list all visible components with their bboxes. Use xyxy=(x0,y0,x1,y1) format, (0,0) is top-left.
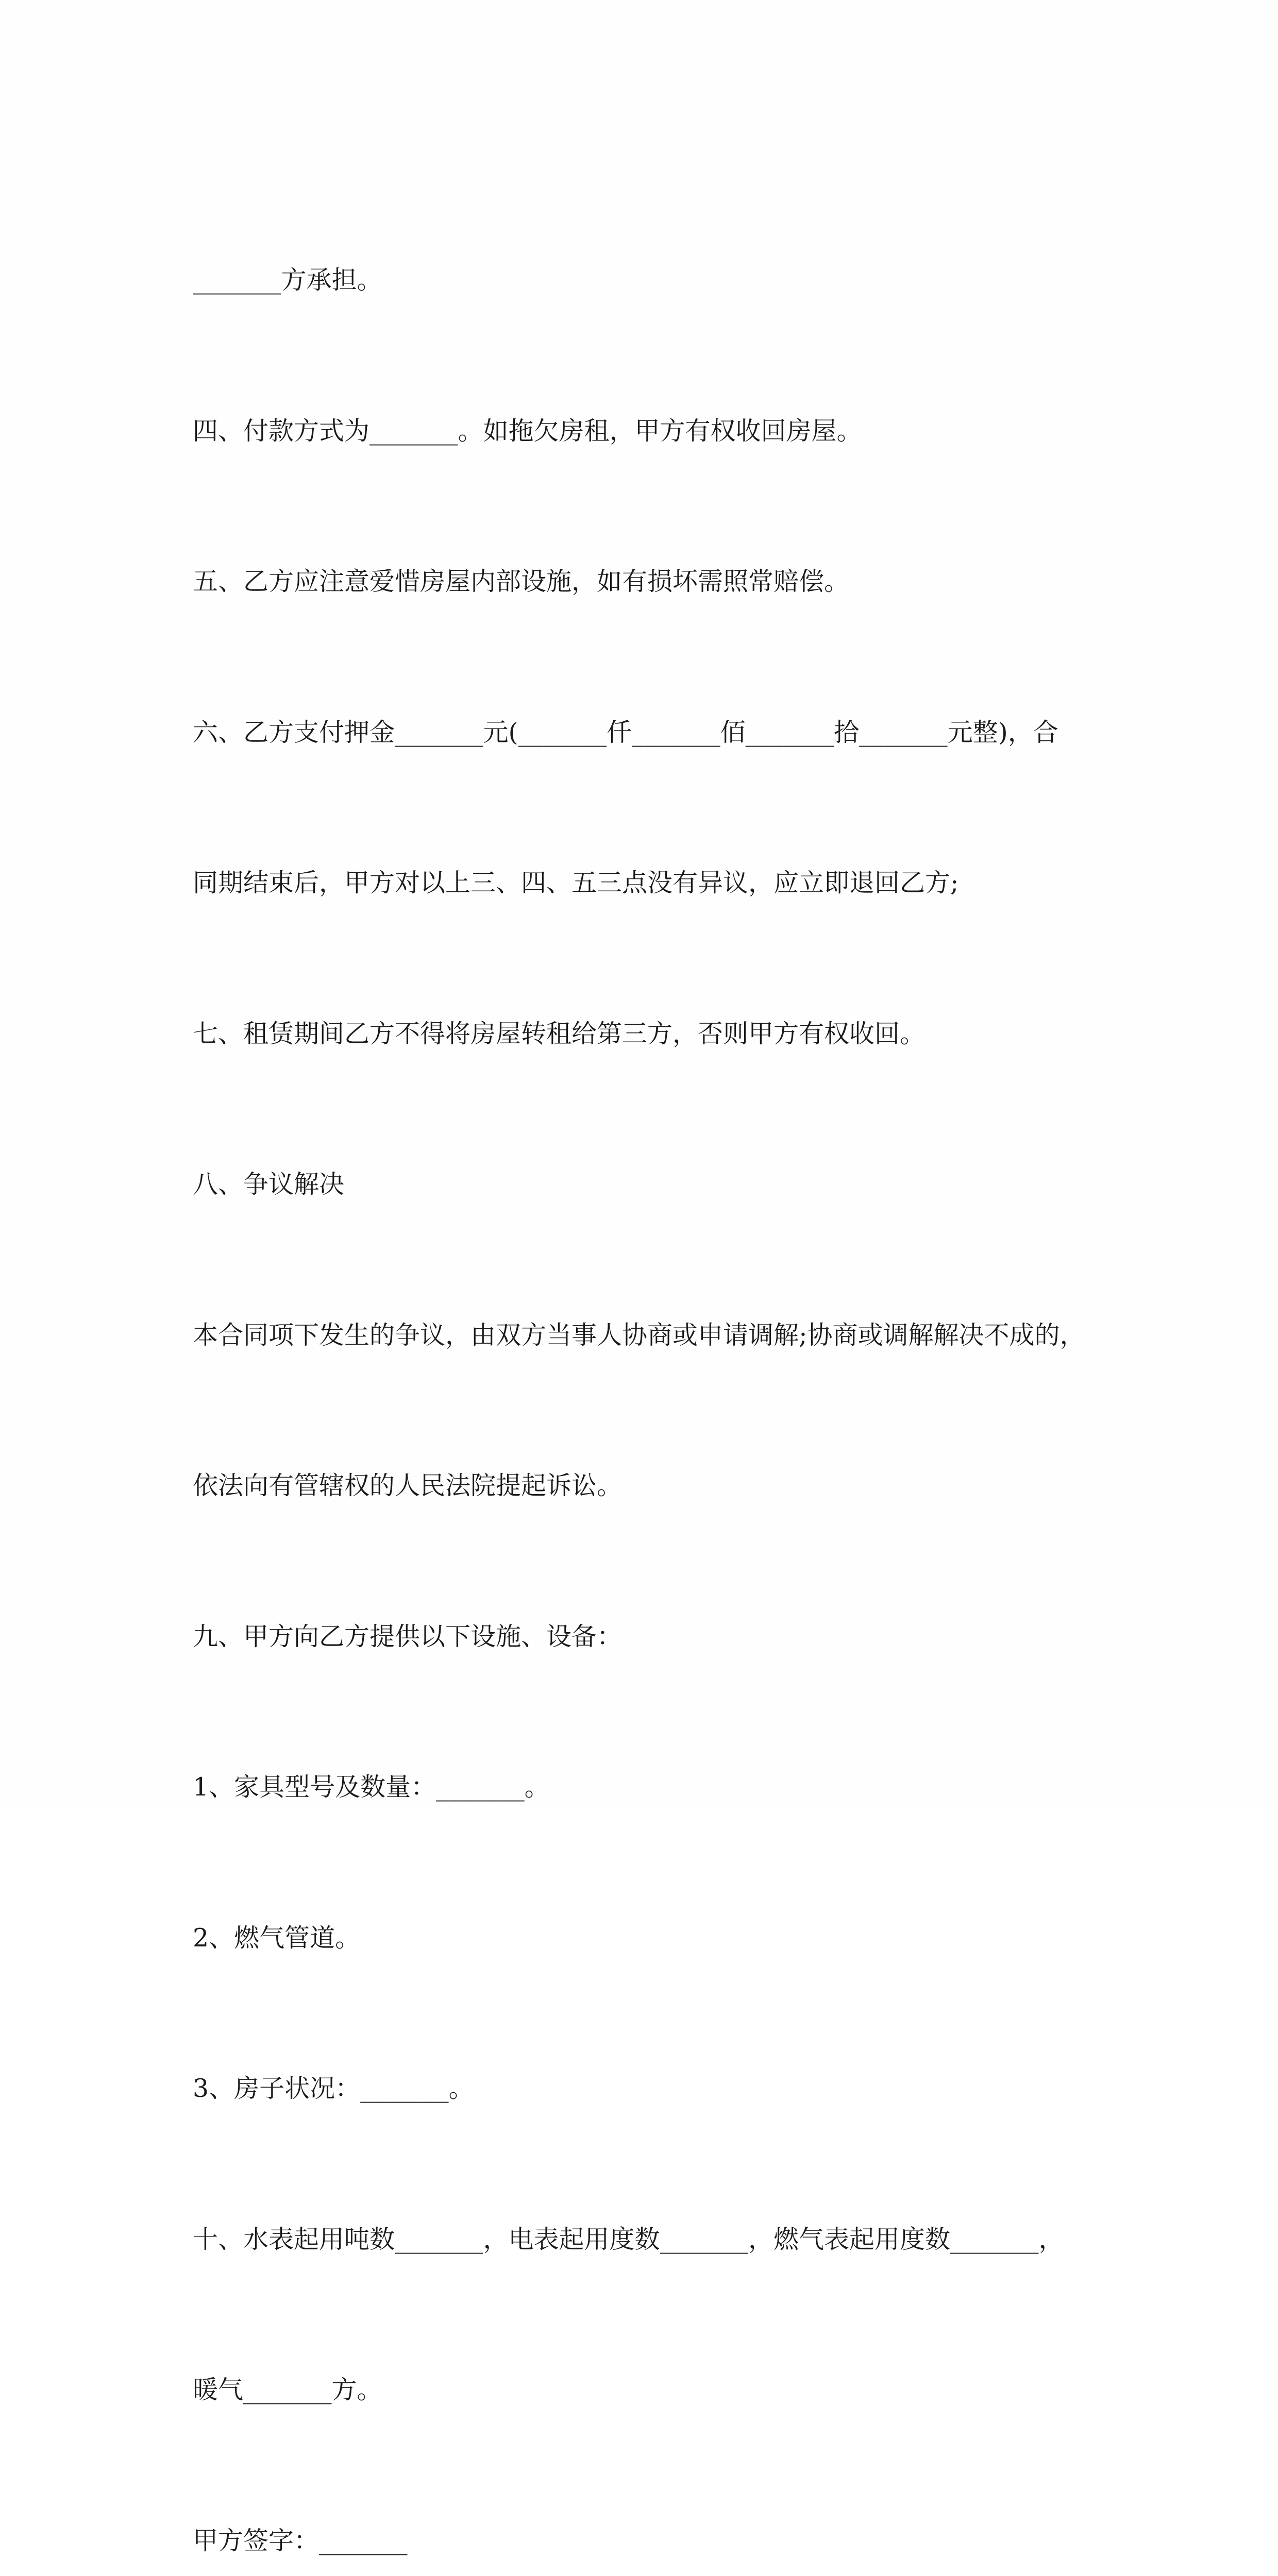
text-line: _______方承担。 xyxy=(193,265,382,295)
section-heading: 八、争议解决 xyxy=(193,1170,345,1199)
list-item: 1、家具型号及数量：_______。 xyxy=(193,1772,550,1802)
section-heading: 九、甲方向乙方提供以下设施、设备： xyxy=(193,1621,623,1651)
list-item: 3、房子状况：_______。 xyxy=(193,2074,474,2103)
text-line: 同期结束后，甲方对以上三、四、五三点没有异议，应立即退回乙方; xyxy=(193,868,959,897)
text-line: 暖气_______方。 xyxy=(193,2375,382,2404)
text-line: 五、乙方应注意爱惜房屋内部设施，如有损坏需照常赔偿。 xyxy=(193,567,850,596)
text-line: 依法向有管辖权的人民法院提起诉讼。 xyxy=(193,1471,623,1500)
document-body xyxy=(193,155,1100,2576)
signature-line: 甲方签字：_______ xyxy=(193,2526,408,2555)
text-line: 四、付款方式为_______。如拖欠房租，甲方有权收回房屋。 xyxy=(193,416,862,446)
text-line: 本合同项下发生的争议，由双方当事人协商或申请调解;协商或调解解决不成的， xyxy=(193,1320,1085,1350)
text-line: 七、租赁期间乙方不得将房屋转租给第三方，否则甲方有权收回。 xyxy=(193,1019,926,1048)
list-item: 2、燃气管道。 xyxy=(193,1923,361,1953)
text-line: 十、水表起用吨数_______，电表起用度数_______，燃气表起用度数_______， xyxy=(193,2224,1064,2254)
text-line: 六、乙方支付押金_______元(_______仟_______佰_______拾_______元整)，合 xyxy=(193,717,1058,747)
